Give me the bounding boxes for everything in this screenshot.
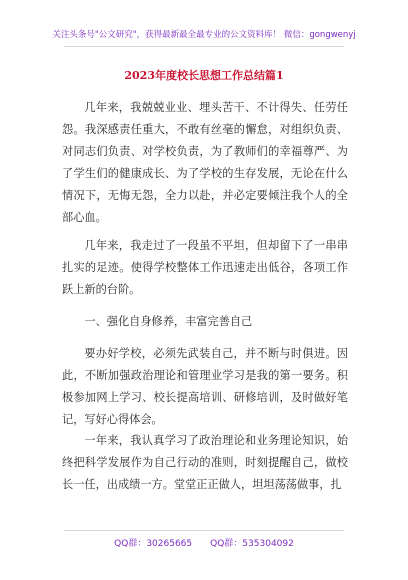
paragraph-4: 一年来，我认真学习了政治理论和业务理论知识，始终把科学发展作为自己行动的准则，时刻提醒自己，做校长一任，出成绩一方。堂堂正正做人，坦坦荡荡做事，扎 <box>62 434 348 491</box>
footer-divider <box>64 530 344 531</box>
paragraph-3: 要办好学校，必须先武装自己，并不断与时俱进。因此，不断加强政治理论和管理业学习是我的第一要务。积极参加网上学习、校长提高培训、研修培训，及时做好笔记，写好心得体会。 <box>62 347 348 426</box>
footer <box>0 536 408 549</box>
document-title: 2023年度校长思想工作总结篇1 <box>124 69 284 82</box>
paragraph-2: 几年来，我走过了一段虽不平坦，但却留下了一串串扎实的足迹。使得学校整体工作迅速走出低谷，各项工作跃上新的台阶。 <box>62 239 348 296</box>
paragraph-1: 几年来，我兢兢业业、埋头苦干、不计得失、任劳任怨。我深感责任重大，不敢有丝毫的懈怠，对组织负责、对同志们负责、对学校负责，为了教师们的幸福尊严、为了学生们的健康成长、为了学校的生存发展，无论在什么情况下，无悔无怨，全力以赴，并必定要倾注我个人的全部心血。 <box>62 101 348 224</box>
section-heading: 一、强化自身修养，丰富完善自己 <box>84 315 253 328</box>
footer-qq-group-1: QQ群：30265665 <box>114 539 193 549</box>
footer-qq-group-2: QQ群：535304092 <box>210 539 294 549</box>
header-divider <box>64 46 344 47</box>
header-banner: 关注头条号"公文研究"，获得最新最全最专业的公文资料库！ 微信：gongwenyj <box>52 30 356 40</box>
